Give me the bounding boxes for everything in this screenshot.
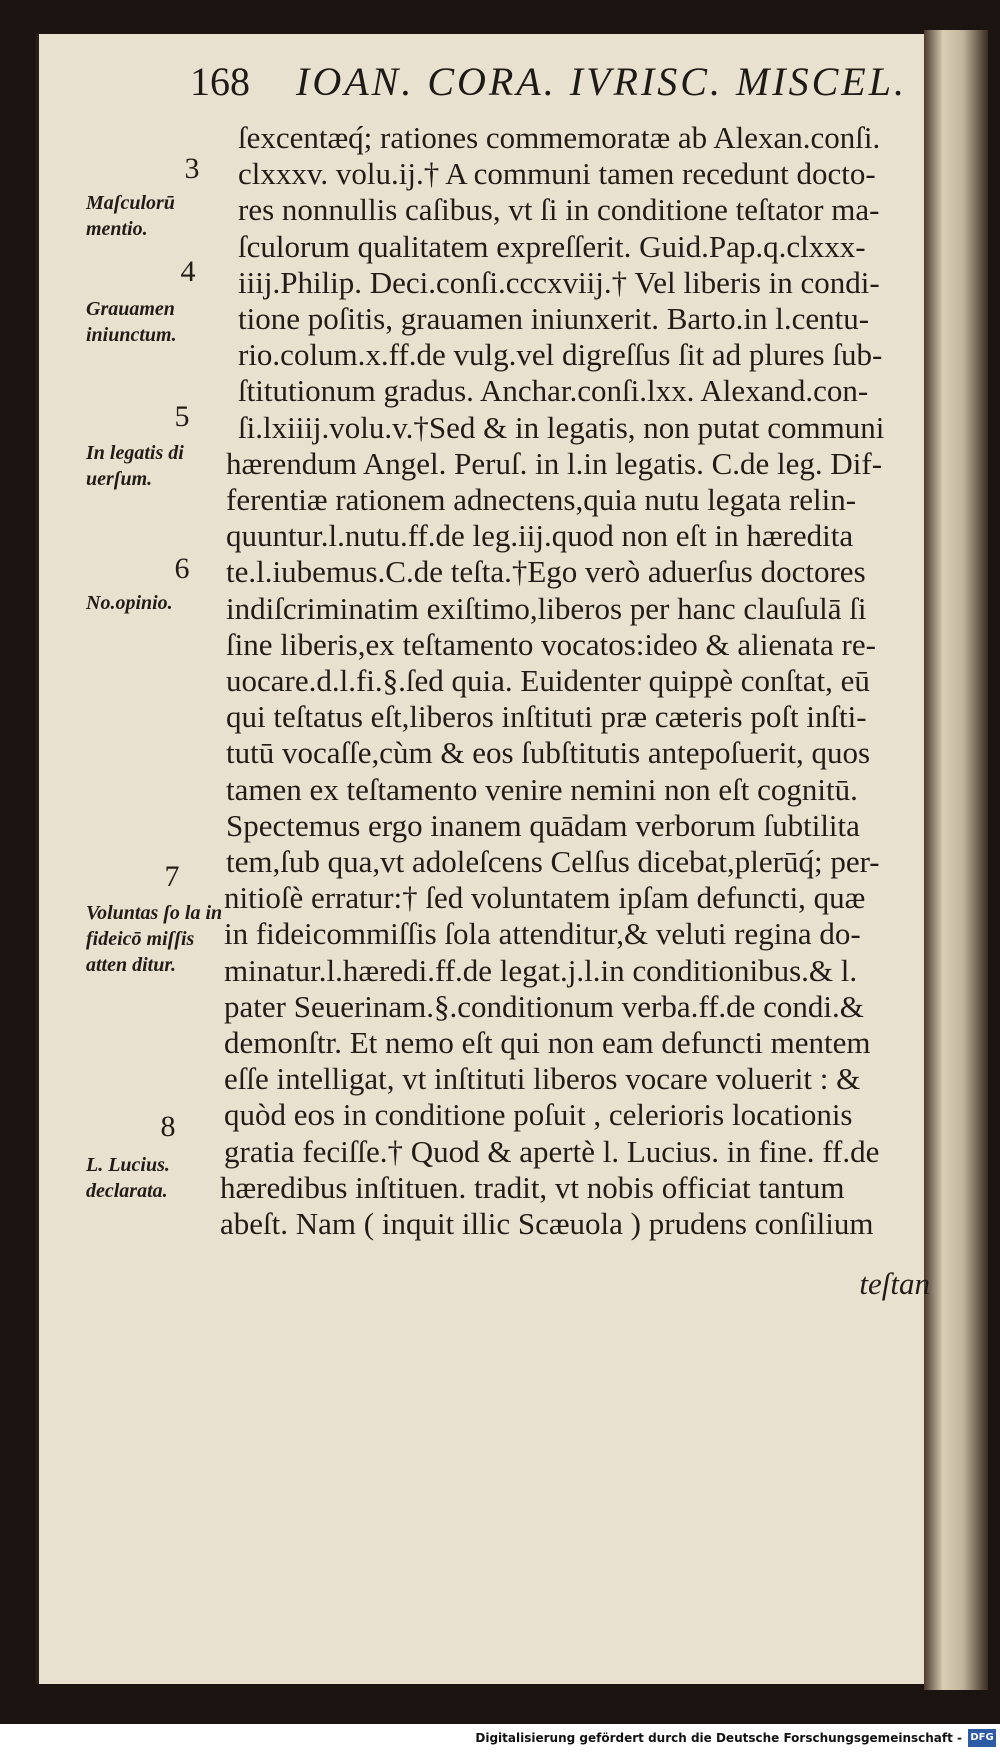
- text-line: indiſcriminatim exiſtimo,liberos per hanc clauſulā ſi: [226, 590, 867, 626]
- margin-note: Grauamen iniunctum.: [86, 298, 177, 346]
- text-line: rio.colum.x.ff.de vulg.vel digreſſus ſit ad plures ſub-: [238, 337, 883, 373]
- text-line: ferentiæ rationem adnectens,quia nutu legata relin-: [226, 482, 857, 517]
- margin-note: No.opinio.: [86, 592, 173, 614]
- text-line: hærendum Angel. Peruſ. in l.in legatis. C.de leg. Dif-: [226, 445, 883, 481]
- running-head: IOAN. CORA. IVRISC. MISCEL.: [296, 59, 907, 104]
- margin-number: 4: [180, 255, 196, 288]
- text-line: tione poſitis, grauamen iniunxerit. Barto.in l.centu-: [238, 301, 870, 336]
- text-line: quòd eos in conditione poſuit , celerioris locationis: [224, 1097, 853, 1133]
- margin-note: Maſculorū mentio.: [86, 192, 175, 240]
- text-line: ſi.lxiiij.volu.v.†Sed & in legatis, non putat communi: [238, 409, 885, 445]
- text-line: ſexcentæq́; rationes commemoratæ ab Alexan.conſi.: [238, 120, 881, 155]
- text-line: minatur.l.hæredi.ff.de legat.j.l.in conditionibus.& l.: [224, 952, 858, 988]
- text-line: in fideicommiſſis ſola attenditur,& veluti regina do-: [224, 916, 861, 952]
- catchword: teſtan: [859, 1266, 930, 1301]
- margin-number: 5: [174, 400, 190, 433]
- margin-note: Voluntas ſo la in fideicō miſſis atten ditur.: [86, 902, 223, 976]
- text-line: ſine liberis,ex teſtamento vocatos:ideo & alienata re-: [226, 626, 876, 662]
- text-line: pater Seuerinam.§.conditionum verba.ff.de condi.&: [224, 988, 864, 1024]
- text-line: quuntur.l.nutu.ff.de leg.iij.quod non eſt in hæredita: [226, 518, 854, 554]
- text-line: ſtitutionum gradus. Anchar.conſi.lxx. Alexand.con-: [238, 373, 869, 409]
- text-line: res nonnullis caſibus, vt ſi in conditione teſtator ma-: [238, 192, 880, 228]
- text-line: abeſt. Nam ( inquit illic Scæuola ) prudens conſilium: [220, 1206, 874, 1241]
- text-line: ſculorum qualitatem expreſſerit. Guid.Pap.q.clxxx-: [238, 228, 866, 264]
- text-line: te.l.iubemus.C.de teſta.†Ego verò aduerſus doctores: [226, 554, 866, 590]
- margin-number: 3: [184, 152, 200, 185]
- dfg-logo: DFG: [968, 1729, 996, 1747]
- text-line: iiij.Philip. Deci.conſi.cccxviij.† Vel liberis in condi-: [238, 264, 880, 300]
- text-line: nitioſè erratur:† ſed voluntatem ipſam defuncti, quæ: [224, 880, 866, 916]
- text-line: gratia feciſſe.† Quod & apertè l. Lucius. in fine. ff.de: [224, 1133, 880, 1169]
- text-line: qui teſtatus eſt,liberos inſtituti præ cæteris poſt inſti-: [226, 699, 867, 735]
- margin-note: L. Lucius. declarata.: [86, 1154, 170, 1202]
- text-line: Spectemus ergo inanem quādam verborum ſubtilita: [226, 807, 860, 843]
- text-line: eſſe intelligat, vt inſtituti liberos vocare voluerit : &: [224, 1061, 861, 1097]
- margin-number: 8: [160, 1110, 176, 1143]
- text-line: tamen ex teſtamento venire nemini non eſt cognitū.: [226, 771, 858, 807]
- text-line: tutū vocaſſe,cùm & eos ſubſtitutis antepoſuerit, quos: [226, 735, 871, 771]
- text-line: demonſtr. Et nemo eſt qui non eam defuncti mentem: [224, 1025, 871, 1060]
- text-line: tem,ſub qua,vt adoleſcens Celſus dicebat,plerūq́; per-: [226, 844, 880, 879]
- text-line: hæredibus inſtituen. tradit, vt nobis officiat tantum: [220, 1169, 845, 1205]
- text-line: clxxxv. volu.ij.† A communi tamen recedunt docto-: [238, 156, 876, 192]
- text-line: uocare.d.l.fi.§.ſed quia. Euidenter quippè conſtat, eū: [226, 663, 870, 698]
- page-number: 168: [190, 59, 250, 104]
- margin-number: 6: [174, 552, 190, 585]
- digitization-credit: Digitalisierung gefördert durch die Deutsche Forschungsgemeinschaft -: [475, 1731, 962, 1745]
- margin-note: In legatis di uerſum.: [86, 442, 184, 490]
- margin-number: 7: [164, 860, 180, 893]
